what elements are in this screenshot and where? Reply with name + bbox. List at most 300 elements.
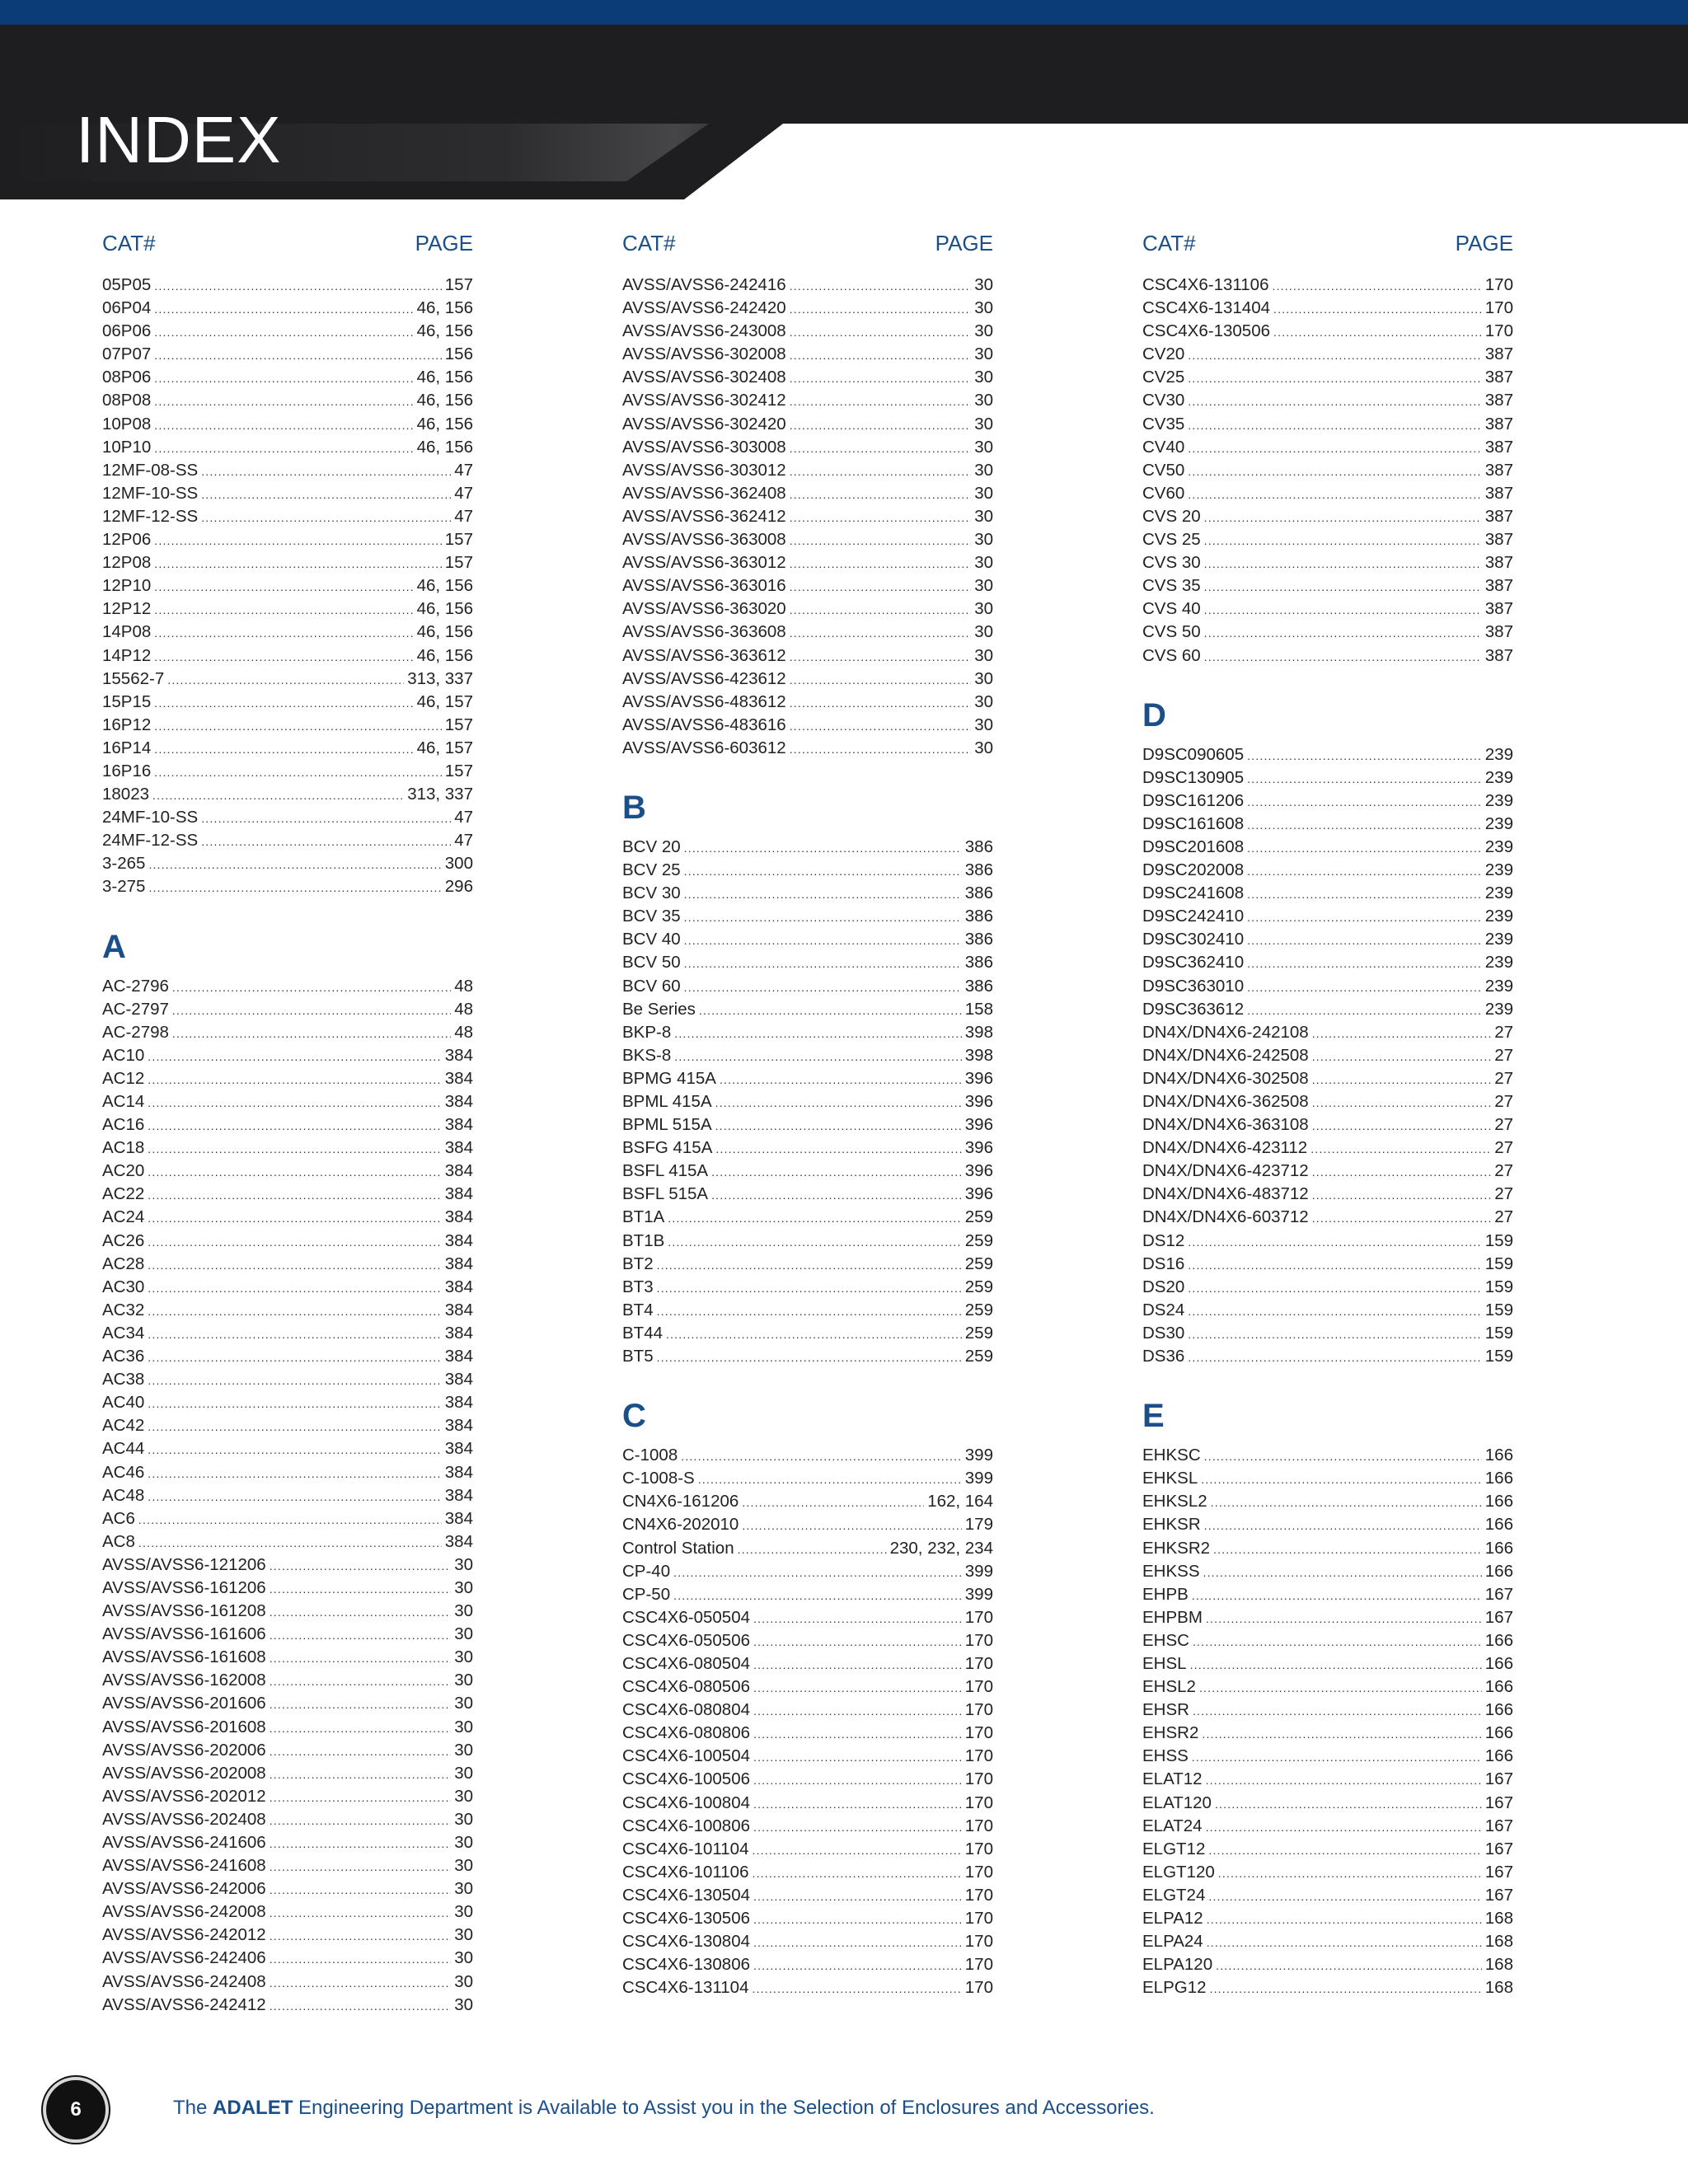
index-entry bbox=[622, 882, 993, 905]
catalog-number: EHSL2 bbox=[1142, 1677, 1196, 1697]
page-reference: 46, 156 bbox=[416, 645, 473, 665]
catalog-number: C-1008-S bbox=[622, 1469, 695, 1488]
page-reference: 30 bbox=[454, 1879, 473, 1899]
index-entry bbox=[622, 905, 993, 928]
index-entry bbox=[1142, 1907, 1513, 1930]
page-reference: 170 bbox=[964, 1839, 993, 1858]
catalog-number: EHSC bbox=[1142, 1630, 1189, 1650]
index-entry bbox=[622, 975, 993, 998]
page-reference: 47 bbox=[454, 506, 473, 526]
page-reference: 30 bbox=[454, 1809, 473, 1829]
dot-leader bbox=[1188, 1230, 1482, 1254]
index-entry bbox=[622, 1467, 993, 1490]
page-reference: 384 bbox=[444, 1092, 473, 1111]
index-entry bbox=[102, 1600, 473, 1623]
index-entry bbox=[102, 1206, 473, 1229]
dot-leader bbox=[657, 1254, 962, 1277]
page-reference: 159 bbox=[1484, 1300, 1513, 1319]
index-entry bbox=[102, 1345, 473, 1368]
dot-leader bbox=[1188, 437, 1482, 460]
catalog-number: AVSS/AVSS6-202008 bbox=[102, 1763, 266, 1783]
dot-leader bbox=[684, 860, 962, 883]
catalog-number: 3-265 bbox=[102, 854, 146, 874]
page-reference: 384 bbox=[444, 1416, 473, 1436]
index-entry bbox=[102, 1554, 473, 1577]
index-entry bbox=[622, 459, 993, 482]
page-number-badge bbox=[43, 2077, 109, 2143]
page-reference: 313, 337 bbox=[407, 785, 473, 804]
dot-leader bbox=[148, 1114, 442, 1137]
page-reference: 30 bbox=[454, 1856, 473, 1876]
dot-leader bbox=[790, 344, 972, 367]
dot-leader bbox=[1211, 1491, 1482, 1514]
dot-leader bbox=[790, 575, 972, 598]
dot-leader bbox=[790, 529, 972, 552]
catalog-number: CVS 25 bbox=[1142, 530, 1201, 550]
page-reference: 396 bbox=[964, 1184, 993, 1204]
index-section bbox=[622, 785, 993, 1368]
index-entry bbox=[1142, 1444, 1513, 1467]
dot-leader bbox=[1188, 1277, 1482, 1300]
catalog-number: BT3 bbox=[622, 1277, 654, 1296]
dot-leader bbox=[1207, 1931, 1482, 1954]
index-entry bbox=[102, 875, 473, 898]
page-reference: 396 bbox=[964, 1161, 993, 1181]
page-reference: 396 bbox=[964, 1092, 993, 1111]
page-reference: 30 bbox=[974, 553, 993, 573]
catalog-number: EHSR bbox=[1142, 1700, 1189, 1720]
dot-leader bbox=[172, 999, 451, 1022]
index-entry bbox=[622, 1745, 993, 1768]
index-entry bbox=[102, 389, 473, 412]
index-entry bbox=[622, 1183, 993, 1206]
page-reference: 313, 337 bbox=[407, 668, 473, 688]
page-reference: 30 bbox=[974, 437, 993, 457]
catalog-number: BT44 bbox=[622, 1323, 663, 1343]
dot-leader bbox=[790, 414, 972, 437]
page-reference: 239 bbox=[1484, 883, 1513, 903]
dot-leader bbox=[172, 1022, 451, 1045]
catalog-number: CSC4X6-050504 bbox=[622, 1607, 750, 1627]
column-header bbox=[102, 231, 473, 260]
dot-leader bbox=[1312, 1114, 1491, 1137]
catalog-number: EHSR2 bbox=[1142, 1723, 1199, 1743]
header-blue-band bbox=[0, 0, 1688, 25]
dot-leader bbox=[1218, 1862, 1482, 1885]
page-reference: 30 bbox=[454, 1833, 473, 1852]
index-entry bbox=[102, 1924, 473, 1947]
index-entry bbox=[102, 1067, 473, 1090]
dot-leader bbox=[698, 1468, 962, 1491]
page-reference: 239 bbox=[1484, 930, 1513, 949]
index-entry bbox=[1142, 598, 1513, 621]
catalog-number: AVSS/AVSS6-302008 bbox=[622, 344, 786, 364]
page-reference: 259 bbox=[964, 1230, 993, 1250]
index-entry bbox=[102, 528, 473, 551]
index-entry bbox=[622, 1137, 993, 1160]
dot-leader bbox=[148, 1323, 442, 1346]
catalog-number: AVSS/AVSS6-483612 bbox=[622, 691, 786, 711]
catalog-number: AC30 bbox=[102, 1277, 145, 1296]
dot-leader bbox=[1247, 883, 1482, 906]
dot-leader bbox=[684, 976, 962, 999]
catalog-number: BCV 60 bbox=[622, 976, 681, 996]
index-entry bbox=[102, 783, 473, 806]
catalog-number: CSC4X6-080806 bbox=[622, 1723, 750, 1743]
page-reference: 157 bbox=[444, 761, 473, 780]
page-reference: 46, 156 bbox=[416, 576, 473, 596]
catalog-number: CV20 bbox=[1142, 344, 1185, 364]
dot-leader bbox=[752, 1862, 961, 1885]
dot-leader bbox=[699, 999, 962, 1022]
dot-leader bbox=[138, 1531, 442, 1554]
dot-leader bbox=[1188, 460, 1482, 483]
entry-list bbox=[622, 836, 993, 1368]
page-reference: 230, 232, 234 bbox=[889, 1538, 993, 1558]
dot-leader bbox=[270, 1878, 452, 1901]
page-reference: 384 bbox=[444, 1485, 473, 1505]
catalog-number: AVSS/AVSS6-161606 bbox=[102, 1624, 266, 1644]
section-letter: C bbox=[622, 1398, 646, 1435]
dot-leader bbox=[270, 1577, 452, 1601]
dot-leader bbox=[790, 298, 972, 321]
dot-leader bbox=[138, 1508, 442, 1531]
index-entry bbox=[102, 1391, 473, 1414]
page-reference: 166 bbox=[1484, 1700, 1513, 1720]
index-entry bbox=[102, 852, 473, 875]
page-reference: 30 bbox=[454, 1763, 473, 1783]
index-entry bbox=[102, 1994, 473, 2017]
catalog-number: AC26 bbox=[102, 1230, 145, 1250]
catalog-number: DN4X/DN4X6-423712 bbox=[1142, 1161, 1309, 1181]
dot-leader bbox=[753, 1931, 962, 1954]
dot-leader bbox=[790, 506, 972, 529]
catalog-number: 15562-7 bbox=[102, 668, 165, 688]
index-entry bbox=[1142, 1276, 1513, 1299]
page-reference: 168 bbox=[1484, 1932, 1513, 1952]
index-entry bbox=[1142, 1113, 1513, 1137]
index-entry bbox=[1142, 1090, 1513, 1113]
page-header-label: PAGE bbox=[415, 231, 473, 255]
index-entry bbox=[622, 1299, 993, 1322]
page-reference: 384 bbox=[444, 1138, 473, 1158]
dot-leader bbox=[1188, 1300, 1482, 1323]
index-entry bbox=[622, 274, 993, 297]
index-entry bbox=[102, 1113, 473, 1137]
catalog-number: AC16 bbox=[102, 1115, 145, 1135]
catalog-number: AVSS/AVSS6-162008 bbox=[102, 1671, 266, 1690]
index-entry bbox=[622, 1930, 993, 1953]
page-reference: 386 bbox=[964, 953, 993, 972]
index-entry bbox=[1142, 1745, 1513, 1768]
page-reference: 30 bbox=[974, 645, 993, 665]
index-entry bbox=[102, 413, 473, 436]
catalog-number: AC18 bbox=[102, 1138, 145, 1158]
index-entry bbox=[1142, 389, 1513, 412]
section-letter: E bbox=[1142, 1398, 1165, 1435]
index-entry bbox=[622, 343, 993, 366]
index-entry bbox=[102, 1160, 473, 1183]
dot-leader bbox=[1204, 645, 1482, 668]
catalog-number: AVSS/AVSS6-161208 bbox=[102, 1601, 266, 1621]
dot-leader bbox=[154, 598, 413, 621]
index-entry bbox=[622, 1206, 993, 1229]
dot-leader bbox=[1188, 390, 1482, 413]
page-reference: 170 bbox=[964, 1932, 993, 1952]
dot-leader bbox=[1312, 1183, 1491, 1207]
dot-leader bbox=[790, 691, 972, 715]
dot-leader bbox=[1188, 1346, 1482, 1369]
index-entry bbox=[102, 551, 473, 574]
index-entry bbox=[1142, 1884, 1513, 1907]
index-entry bbox=[622, 1884, 993, 1907]
page-reference: 259 bbox=[964, 1277, 993, 1296]
index-entry bbox=[622, 691, 993, 714]
catalog-number: AVSS/AVSS6-121206 bbox=[102, 1554, 266, 1574]
index-entry bbox=[102, 459, 473, 482]
index-section bbox=[1142, 692, 1513, 1369]
index-entry bbox=[1142, 343, 1513, 366]
index-entry bbox=[1142, 1583, 1513, 1606]
index-entry bbox=[622, 1907, 993, 1930]
catalog-number: CSC4X6-101104 bbox=[622, 1839, 749, 1858]
dot-leader bbox=[1193, 1630, 1482, 1653]
catalog-number: 12P10 bbox=[102, 576, 152, 596]
page-reference: 166 bbox=[1484, 1723, 1513, 1743]
index-entry bbox=[1142, 1560, 1513, 1583]
catalog-number: ELPG12 bbox=[1142, 1978, 1207, 1998]
index-entry bbox=[1142, 505, 1513, 528]
index-entry bbox=[622, 1560, 993, 1583]
index-entry bbox=[102, 1646, 473, 1669]
page-reference: 386 bbox=[964, 860, 993, 880]
page-reference: 239 bbox=[1484, 790, 1513, 810]
dot-leader bbox=[1247, 767, 1482, 790]
dot-leader bbox=[270, 1901, 452, 1924]
dot-leader bbox=[673, 1584, 962, 1607]
index-entry bbox=[622, 644, 993, 668]
dot-leader bbox=[1210, 1977, 1482, 2000]
dot-leader bbox=[711, 1160, 962, 1183]
index-entry bbox=[102, 436, 473, 459]
catalog-number: CSC4X6-131104 bbox=[622, 1978, 749, 1998]
page-reference: 30 bbox=[974, 460, 993, 480]
dot-leader bbox=[753, 1954, 962, 1977]
catalog-number: D9SC130905 bbox=[1142, 767, 1245, 787]
catalog-number: CSC4X6-130506 bbox=[1142, 321, 1270, 341]
dot-leader bbox=[1311, 1137, 1491, 1160]
dot-leader bbox=[154, 691, 413, 715]
dot-leader bbox=[715, 1137, 961, 1160]
catalog-number: CV30 bbox=[1142, 391, 1185, 410]
dot-leader bbox=[753, 1607, 962, 1630]
page-reference: 157 bbox=[444, 553, 473, 573]
page-reference: 159 bbox=[1484, 1254, 1513, 1273]
catalog-number: AC36 bbox=[102, 1347, 145, 1366]
index-entry bbox=[622, 1675, 993, 1699]
page-reference: 27 bbox=[1494, 1045, 1513, 1065]
footer-text-after: Engineering Department is Available to Assist you in the Selection of Enclosures and Accessories. bbox=[293, 2097, 1155, 2119]
page-reference: 387 bbox=[1484, 437, 1513, 457]
dot-leader bbox=[1188, 1254, 1482, 1277]
index-entry bbox=[622, 598, 993, 621]
dot-leader bbox=[270, 1554, 452, 1577]
index-entry bbox=[102, 1669, 473, 1692]
index-entry bbox=[102, 1530, 473, 1554]
catalog-number: D9SC241608 bbox=[1142, 883, 1245, 903]
dot-leader bbox=[1193, 1699, 1482, 1722]
catalog-number: AVSS/AVSS6-242412 bbox=[102, 1994, 266, 2014]
index-entry bbox=[1142, 274, 1513, 297]
dot-leader bbox=[270, 1855, 452, 1878]
catalog-number: BKS-8 bbox=[622, 1045, 672, 1065]
catalog-number: DS16 bbox=[1142, 1254, 1185, 1273]
catalog-number: CVS 35 bbox=[1142, 576, 1201, 596]
catalog-number: ELPA120 bbox=[1142, 1955, 1213, 1975]
page-reference: 46, 156 bbox=[416, 622, 473, 642]
page-reference: 384 bbox=[444, 1161, 473, 1181]
page-reference: 239 bbox=[1484, 907, 1513, 926]
dot-leader bbox=[148, 853, 441, 876]
page-reference: 259 bbox=[964, 1323, 993, 1343]
dot-leader bbox=[715, 1091, 962, 1114]
catalog-number: AVSS/AVSS6-363608 bbox=[622, 622, 786, 642]
index-entry bbox=[622, 1044, 993, 1067]
entry-list bbox=[1142, 1444, 1513, 1999]
dot-leader bbox=[152, 784, 404, 807]
index-entry bbox=[102, 1299, 473, 1322]
page-reference: 48 bbox=[454, 1022, 473, 1042]
catalog-number: BSFG 415A bbox=[622, 1138, 713, 1158]
index-entry bbox=[1142, 1606, 1513, 1629]
index-entry bbox=[102, 1090, 473, 1113]
catalog-number: EHKSR bbox=[1142, 1515, 1201, 1535]
page-reference: 386 bbox=[964, 976, 993, 996]
dot-leader bbox=[674, 1022, 962, 1045]
index-entry bbox=[102, 644, 473, 668]
index-entry bbox=[622, 1815, 993, 1838]
index-entry bbox=[622, 1513, 993, 1536]
index-entry bbox=[102, 574, 473, 598]
index-entry bbox=[622, 1629, 993, 1652]
dot-leader bbox=[1204, 575, 1482, 598]
catalog-number: CV40 bbox=[1142, 437, 1185, 457]
dot-leader bbox=[753, 1908, 962, 1931]
index-entry bbox=[622, 1953, 993, 1976]
page-reference: 168 bbox=[1484, 1955, 1513, 1975]
page-reference: 27 bbox=[1494, 1161, 1513, 1181]
index-entry bbox=[1142, 836, 1513, 859]
page-reference: 27 bbox=[1494, 1115, 1513, 1135]
catalog-number: 12P12 bbox=[102, 599, 152, 619]
page-reference: 396 bbox=[964, 1115, 993, 1135]
page-reference: 259 bbox=[964, 1300, 993, 1319]
dot-leader bbox=[154, 552, 442, 575]
dot-leader bbox=[790, 437, 972, 460]
catalog-number: D9SC363612 bbox=[1142, 999, 1245, 1019]
page-reference: 170 bbox=[964, 1862, 993, 1882]
index-entry bbox=[622, 1861, 993, 1884]
index-entry bbox=[102, 829, 473, 852]
dot-leader bbox=[711, 1183, 962, 1207]
catalog-number: AC28 bbox=[102, 1254, 145, 1273]
dot-leader bbox=[154, 738, 413, 761]
page-reference: 384 bbox=[444, 1045, 473, 1065]
index-entry bbox=[622, 389, 993, 412]
catalog-number: AC8 bbox=[102, 1531, 135, 1551]
index-entry bbox=[102, 598, 473, 621]
catalog-number: CSC4X6-130804 bbox=[622, 1932, 750, 1952]
index-entry bbox=[102, 760, 473, 783]
page-reference: 27 bbox=[1494, 1068, 1513, 1088]
page-reference: 30 bbox=[454, 1786, 473, 1806]
dot-leader bbox=[681, 1445, 962, 1468]
page-reference: 384 bbox=[444, 1462, 473, 1482]
page-reference: 46, 156 bbox=[416, 414, 473, 434]
dot-leader bbox=[753, 1769, 962, 1792]
page-reference: 30 bbox=[974, 321, 993, 341]
page-reference: 399 bbox=[964, 1584, 993, 1604]
catalog-number: DN4X/DN4X6-302508 bbox=[1142, 1068, 1309, 1088]
index-entry bbox=[622, 1113, 993, 1137]
dot-leader bbox=[1202, 1722, 1481, 1746]
page-reference: 170 bbox=[964, 1885, 993, 1905]
page-reference: 170 bbox=[964, 1723, 993, 1743]
page-reference: 30 bbox=[454, 1694, 473, 1713]
catalog-number: AC48 bbox=[102, 1485, 145, 1505]
dot-leader bbox=[154, 344, 442, 367]
index-entry bbox=[1142, 859, 1513, 882]
dot-leader bbox=[790, 668, 972, 691]
index-entry bbox=[1142, 459, 1513, 482]
index-entry bbox=[1142, 766, 1513, 790]
index-entry bbox=[102, 320, 473, 343]
cat-header: CAT# bbox=[622, 231, 676, 255]
dot-leader bbox=[753, 1816, 962, 1839]
page-reference: 384 bbox=[444, 1184, 473, 1204]
catalog-number: AVSS/AVSS6-242006 bbox=[102, 1879, 266, 1899]
index-entry bbox=[622, 320, 993, 343]
index-entry bbox=[102, 1971, 473, 1994]
catalog-number: 12P06 bbox=[102, 530, 152, 550]
dot-leader bbox=[674, 1045, 962, 1068]
catalog-number: AVSS/AVSS6-202408 bbox=[102, 1809, 266, 1829]
index-entry bbox=[102, 1253, 473, 1276]
page-reference: 386 bbox=[964, 930, 993, 949]
index-entry bbox=[622, 1722, 993, 1745]
page-reference: 396 bbox=[964, 1068, 993, 1088]
catalog-number: 06P04 bbox=[102, 298, 152, 318]
catalog-number: BPML 515A bbox=[622, 1115, 712, 1135]
catalog-number: AC14 bbox=[102, 1092, 145, 1111]
dot-leader bbox=[738, 1538, 887, 1561]
dot-leader bbox=[270, 1670, 452, 1693]
page-reference: 30 bbox=[974, 530, 993, 550]
catalog-number: 16P12 bbox=[102, 715, 152, 734]
dot-leader bbox=[148, 1160, 442, 1183]
page-reference: 27 bbox=[1494, 1184, 1513, 1204]
catalog-number: CSC4X6-080504 bbox=[622, 1653, 750, 1673]
page-reference: 166 bbox=[1484, 1746, 1513, 1766]
page-reference: 30 bbox=[454, 1902, 473, 1922]
page-reference: 30 bbox=[974, 298, 993, 318]
page-reference: 387 bbox=[1484, 391, 1513, 410]
page-reference: 166 bbox=[1484, 1446, 1513, 1465]
dot-leader bbox=[668, 1207, 962, 1230]
dot-leader bbox=[1247, 837, 1482, 860]
catalog-number: DN4X/DN4X6-363108 bbox=[1142, 1115, 1309, 1135]
index-entry bbox=[102, 482, 473, 505]
